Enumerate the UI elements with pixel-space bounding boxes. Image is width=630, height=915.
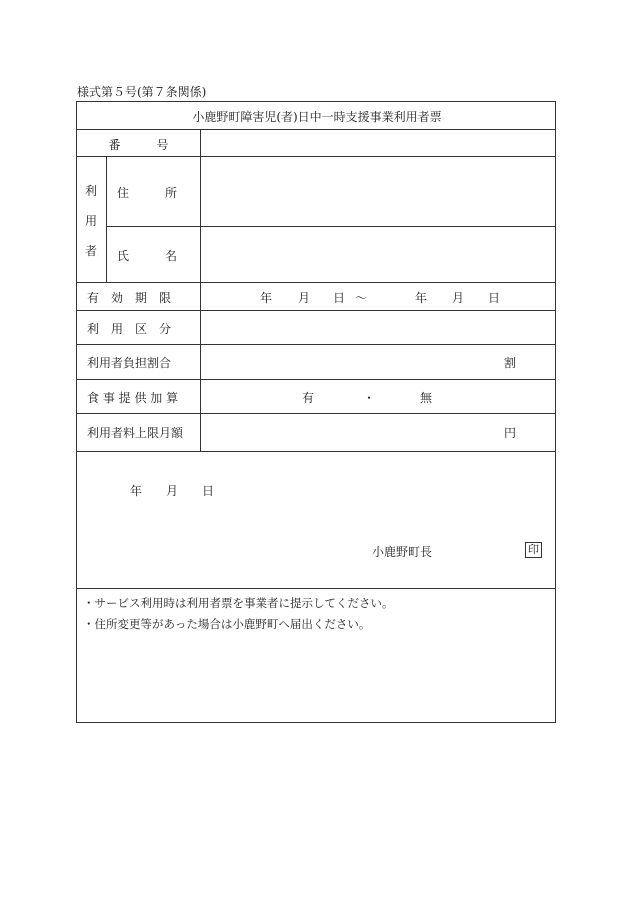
note-item: ・サービス利用時は利用者票を事業者に提示してください。 [83, 596, 394, 610]
issue-day: 日 [202, 484, 215, 498]
row-divider [77, 413, 555, 414]
category-field[interactable] [201, 311, 555, 344]
burden-label: 利用者負担割合 [87, 356, 172, 370]
form-title: 小鹿野町障害児(者)日中一時支援事業利用者票 [192, 110, 442, 124]
row-divider [77, 282, 555, 283]
meal-option-yes[interactable]: 有 [302, 391, 315, 405]
validity-label: 有 効 期 限 [87, 291, 172, 305]
row-divider [77, 344, 555, 345]
validity-start-month: 月 [298, 291, 311, 305]
validity-start-year: 年 [260, 291, 273, 305]
note-item: ・住所変更等があった場合は小鹿野町へ届出ください。 [83, 617, 371, 631]
user-certificate-form [76, 101, 556, 723]
issue-month: 月 [166, 484, 179, 498]
category-label: 利 用 区 分 [87, 322, 172, 336]
seal-mark: 印 [525, 542, 542, 558]
number-label: 番 号 [108, 138, 169, 152]
user-group-char: 者 [85, 244, 98, 258]
user-group-char: 用 [85, 214, 98, 228]
validity-end-month: 月 [452, 291, 465, 305]
validity-end-day: 日 [488, 291, 501, 305]
meal-separator: ・ [363, 391, 376, 405]
row-divider [77, 588, 555, 589]
row-divider [77, 451, 555, 452]
meal-option-no[interactable]: 無 [420, 391, 433, 405]
validity-start-day: 日 [333, 291, 346, 305]
cap-unit: 円 [504, 426, 517, 440]
row-divider [77, 379, 555, 380]
issuer-name: 小鹿野町長 [372, 545, 433, 559]
meal-label: 食 事 提 供 加 算 [87, 391, 179, 405]
name-label: 氏 名 [117, 249, 178, 263]
validity-end-year: 年 [415, 291, 428, 305]
burden-unit: 割 [504, 356, 517, 370]
column-divider [106, 156, 107, 282]
cap-label: 利用者料上限月額 [87, 426, 184, 440]
address-field[interactable] [201, 157, 555, 226]
issue-year: 年 [130, 484, 143, 498]
name-field[interactable] [201, 227, 555, 282]
form-number-label: 様式第５号(第７条関係) [77, 85, 207, 99]
address-label: 住 所 [117, 186, 178, 200]
number-field[interactable] [201, 130, 555, 156]
validity-tilde: ～ [355, 291, 368, 305]
user-group-char: 利 [85, 184, 98, 198]
